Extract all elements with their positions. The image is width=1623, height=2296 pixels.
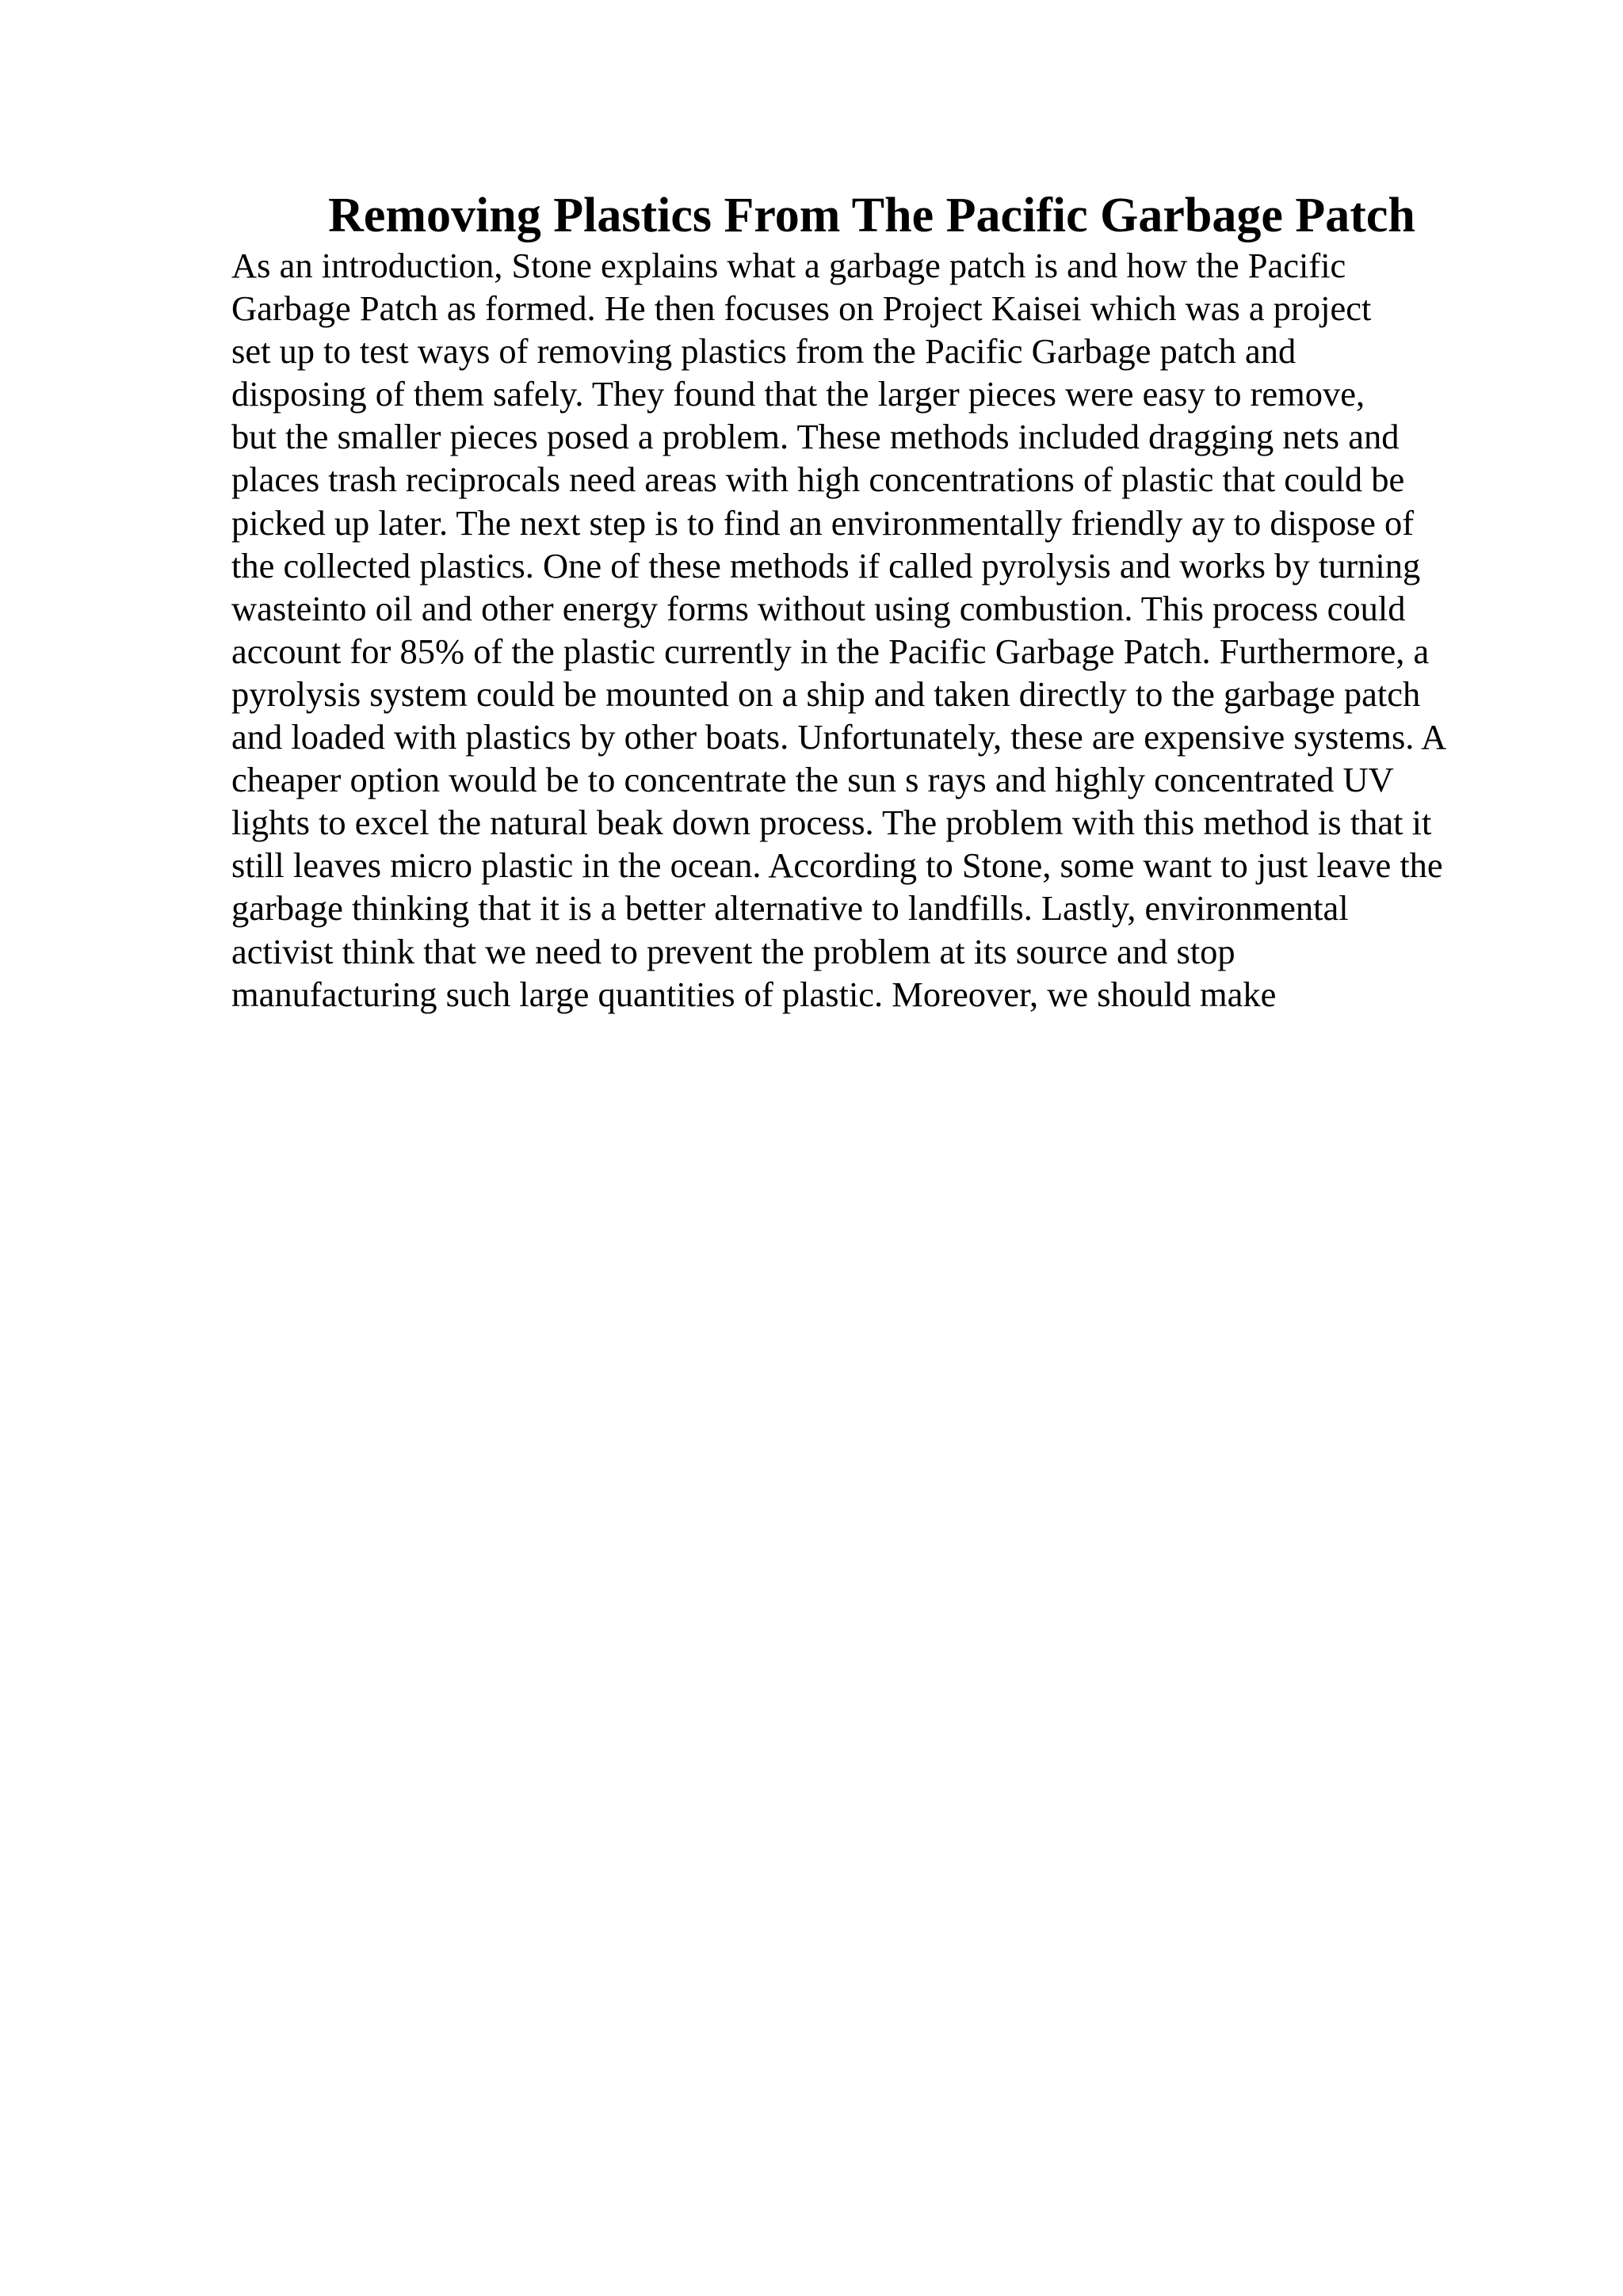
body-line: manufacturing such large quantities of plastic. Moreover, we should make (231, 974, 1277, 1014)
body-line: account for 85% of the plastic currently in the Pacific Garbage Patch. Furthermore, a (231, 631, 1430, 671)
document-title: Removing Plastics From The Pacific Garbage Patch (328, 188, 1415, 242)
body-line: and loaded with plastics by other boats. Unfortunately, these are expensive systems. A (231, 717, 1447, 757)
body-line: places trash reciprocals need areas with high concentrations of plastic that could be (231, 460, 1405, 500)
body-line: As an introduction, Stone explains what a garbage patch is and how the Pacific (231, 246, 1346, 285)
body-paragraph (231, 244, 1610, 1016)
body-line: Garbage Patch as formed. He then focuses on Project Kaisei which was a project (231, 288, 1372, 329)
body-line: the collected plastics. One of these methods if called pyrolysis and works by turning (231, 545, 1421, 585)
body-line: set up to test ways of removing plastics from the Pacific Garbage patch and (231, 331, 1296, 372)
body-line: cheaper option would be to concentrate the sun s rays and highly concentrated UV (231, 760, 1394, 800)
body-line: disposing of them safely. They found that the larger pieces were easy to remove, (231, 374, 1365, 414)
body-line: activist think that we need to prevent the problem at its source and stop (231, 931, 1235, 971)
body-line: but the smaller pieces posed a problem. These methods included dragging nets and (231, 417, 1400, 457)
body-line: garbage thinking that it is a better alternative to landfills. Lastly, environmental (231, 888, 1349, 929)
body-line: picked up later. The next step is to find an environmentally friendly ay to dispose of (231, 502, 1415, 543)
body-line: lights to excel the natural beak down process. The problem with this method is that it (231, 803, 1432, 843)
body-line: still leaves micro plastic in the ocean. According to Stone, some want to just leave the (231, 845, 1443, 886)
body-line: pyrolysis system could be mounted on a ship and taken directly to the garbage patch (231, 673, 1421, 714)
body-line: wasteinto oil and other energy forms without using combustion. This process could (231, 588, 1406, 628)
